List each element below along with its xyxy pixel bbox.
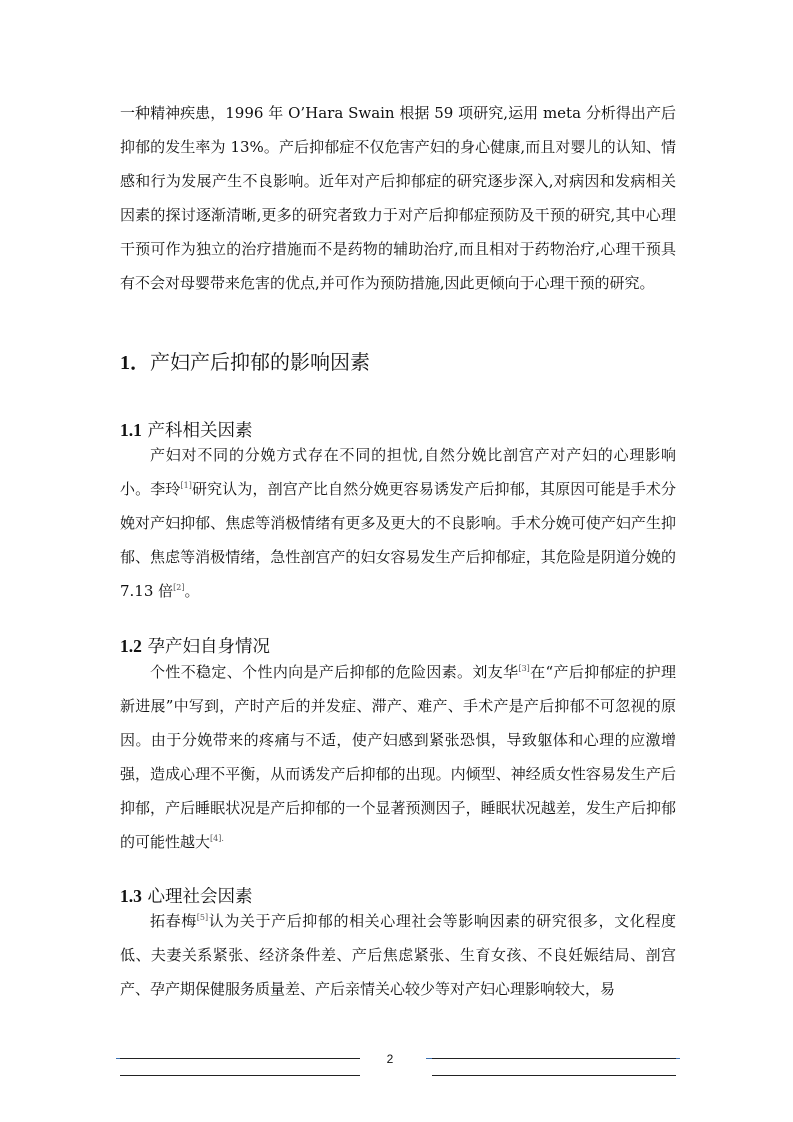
section-1-3-text-b: 认为关于产后抑郁的相关心理社会等影响因素的研究很多，文化程度低、夫妻关系紧张、经济条件差、产后焦虑紧张、生育女孩、不良妊娠结局、剖宫产、孕产期保健服务质量差、产后亲情关心较少等对产妇心理影响较大，易 <box>120 912 676 998</box>
citation-ref: [5] <box>196 913 209 922</box>
intro-paragraph: 一种精神疾患，1996 年 O’Hara Swain 根据 59 项研究,运用 meta 分析得出产后抑郁的发生率为 13%。产后抑郁症不仅危害产妇的身心健康,而且对婴儿的认知、情感和行为发展产生不良影响。近年对产后抑郁症的研究逐步深入,对病因和发病相关因素的探讨逐渐清晰,更多的研究者致力于对产后抑郁症预防及干预的研究,其中心理干预可作为独立的治疗措施而不是药物的辅助治疗,而且相对于药物治疗,心理干预具有不会对母婴带来危害的优点,并可作为预防措施,因此更倾向于心理干预的研究。 <box>120 104 676 292</box>
section-1-number: 1． <box>120 352 150 374</box>
section-1-1-text-b: 研究认为，剖宫产比自然分娩更容易诱发产后抑郁，其原因可能是手术分娩对产妇抑郁、焦虑等消极情绪有更多及更大的不良影响。手术分娩可使产妇产生抑郁、焦虑等消极情绪，急性剖宫产的妇女容易发生产后抑郁症，其危险是阴道分娩的 7.13 倍 <box>120 480 676 600</box>
footer-rule-accent-right <box>676 1058 680 1059</box>
section-1-1-body <box>120 438 676 608</box>
section-1-heading <box>120 347 370 378</box>
section-1-2-text-a: 个性不稳定、个性内向是产后抑郁的危险因素。刘友华 <box>150 663 519 681</box>
citation-ref: [1] <box>180 481 192 490</box>
section-1-2-title: 孕产妇自身情况 <box>147 637 270 657</box>
section-1-1-text-a: 产妇对不同的分娩方式存在不同的担忧,自然分娩比剖宫产对产妇的心理影响小。李玲 <box>120 446 676 498</box>
section-1-2-text-b: 在“产后抑郁症的护理新进展”中写到，产时产后的并发症、滞产、难产、手术产是产后抑郁不可忽视的原因。由于分娩带来的疼痛与不适，使产妇感到紧张恐惧，导致躯体和心理的应激增强，造成心理不平衡，从而诱发产后抑郁的出现。内倾型、神经质女性容易发生产后抑郁，产后睡眠状况是产后抑郁的一个显著预测因子，睡眠状况越差，发生产后抑郁的可能性越大 <box>120 663 676 851</box>
page-number: 2 <box>386 1052 394 1066</box>
section-1-2-body <box>120 655 676 859</box>
section-1-3-body <box>120 904 676 1006</box>
footer-rule-left-bottom <box>120 1075 360 1076</box>
citation-ref: [3] <box>518 664 530 673</box>
intro-paragraph-block <box>120 96 676 300</box>
section-1-2-number: 1.2 <box>120 636 142 656</box>
section-1-3-paragraph <box>120 904 676 1006</box>
section-1-1-number: 1.1 <box>120 420 142 440</box>
page-footer <box>0 1044 793 1084</box>
section-1-1-paragraph <box>120 438 676 608</box>
footer-rule-left-top <box>120 1058 360 1059</box>
section-1-3-text-a: 拓春梅 <box>150 912 197 930</box>
citation-ref: [4]. <box>210 834 224 843</box>
footer-rule-right-top <box>432 1058 676 1059</box>
section-1-2-paragraph <box>120 655 676 859</box>
section-1-1-text-c: 。 <box>184 582 200 600</box>
citation-ref: [2] <box>173 583 185 592</box>
footer-rule-right-bottom <box>432 1075 676 1076</box>
section-1-3-number: 1.3 <box>120 886 142 906</box>
section-1-1-title: 产科相关因素 <box>147 421 253 441</box>
section-1-3-title: 心理社会因素 <box>147 887 253 907</box>
section-1-title: 产妇产后抑郁的影响因素 <box>150 350 370 374</box>
